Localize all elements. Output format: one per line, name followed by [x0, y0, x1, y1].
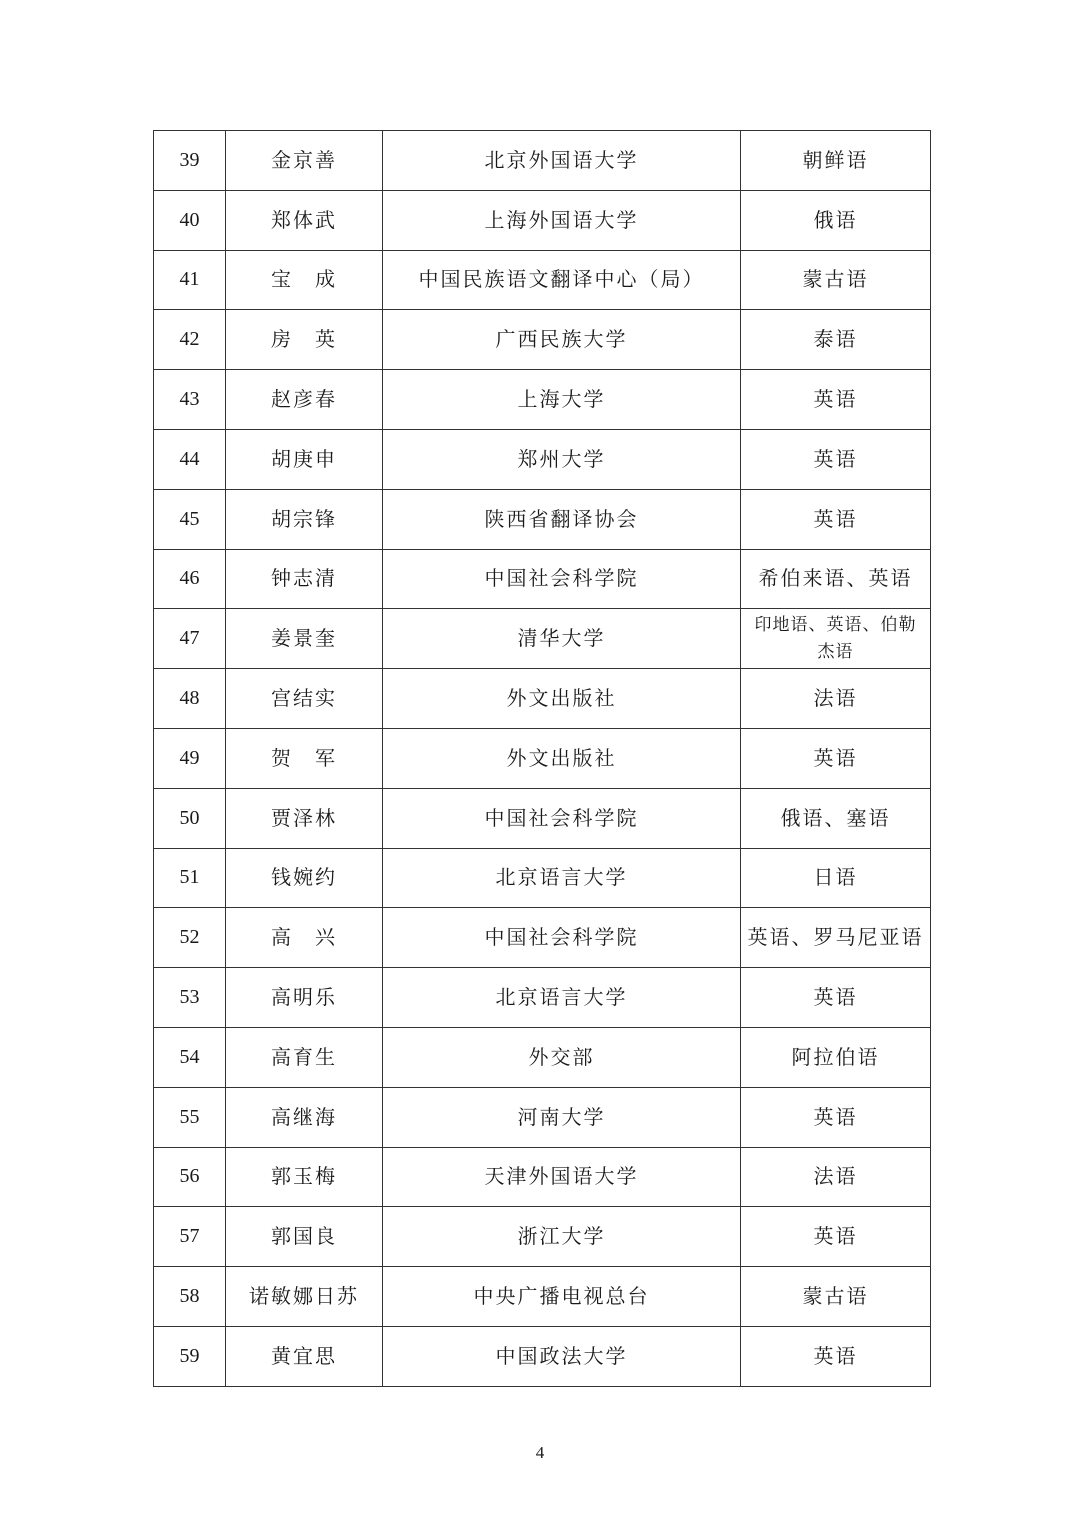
person-name: 高育生: [226, 1027, 383, 1087]
person-name: 金京善: [226, 131, 383, 191]
row-number: 42: [154, 310, 226, 370]
person-name: 钟志清: [226, 549, 383, 609]
row-number: 51: [154, 848, 226, 908]
row-number: 57: [154, 1207, 226, 1267]
row-number: 56: [154, 1147, 226, 1207]
languages: 英语: [741, 429, 931, 489]
row-number: 43: [154, 370, 226, 430]
roster-table-body: [154, 131, 931, 1387]
languages: 英语: [741, 728, 931, 788]
table-row: [154, 1147, 931, 1207]
row-number: 45: [154, 489, 226, 549]
row-number: 53: [154, 968, 226, 1028]
person-name: 宝 成: [226, 250, 383, 310]
organization: 中国社会科学院: [383, 788, 741, 848]
table-row: [154, 788, 931, 848]
row-number: 41: [154, 250, 226, 310]
table-row: [154, 1207, 931, 1267]
table-row: [154, 131, 931, 191]
table-row: [154, 1087, 931, 1147]
person-name: 郭玉梅: [226, 1147, 383, 1207]
table-row: [154, 310, 931, 370]
table-row: [154, 1027, 931, 1087]
row-number: 54: [154, 1027, 226, 1087]
row-number: 58: [154, 1267, 226, 1327]
person-name: 高明乐: [226, 968, 383, 1028]
person-name: 宫结实: [226, 669, 383, 729]
organization: 中国社会科学院: [383, 549, 741, 609]
languages: 法语: [741, 669, 931, 729]
table-row: [154, 968, 931, 1028]
row-number: 46: [154, 549, 226, 609]
row-number: 48: [154, 669, 226, 729]
row-number: 59: [154, 1326, 226, 1386]
languages: 英语: [741, 1207, 931, 1267]
languages: 印地语、英语、伯勒杰语: [741, 609, 931, 669]
organization: 外文出版社: [383, 728, 741, 788]
table-row: [154, 549, 931, 609]
organization: 中国政法大学: [383, 1326, 741, 1386]
person-name: 郭国良: [226, 1207, 383, 1267]
table-row: [154, 609, 931, 669]
row-number: 49: [154, 728, 226, 788]
languages: 英语: [741, 1087, 931, 1147]
organization: 清华大学: [383, 609, 741, 669]
translator-roster-table: [153, 130, 931, 1387]
languages: 英语: [741, 1326, 931, 1386]
table-row: [154, 250, 931, 310]
table-row: [154, 190, 931, 250]
table-row: [154, 489, 931, 549]
row-number: 40: [154, 190, 226, 250]
table-row: [154, 728, 931, 788]
languages: 蒙古语: [741, 1267, 931, 1327]
organization: 北京语言大学: [383, 968, 741, 1028]
person-name: 高 兴: [226, 908, 383, 968]
languages: 希伯来语、英语: [741, 549, 931, 609]
person-name: 高继海: [226, 1087, 383, 1147]
organization: 上海外国语大学: [383, 190, 741, 250]
person-name: 郑体武: [226, 190, 383, 250]
person-name: 诺敏娜日苏: [226, 1267, 383, 1327]
languages: 阿拉伯语: [741, 1027, 931, 1087]
organization: 北京外国语大学: [383, 131, 741, 191]
languages: 俄语: [741, 190, 931, 250]
row-number: 52: [154, 908, 226, 968]
row-number: 55: [154, 1087, 226, 1147]
person-name: 贺 军: [226, 728, 383, 788]
person-name: 黄宜思: [226, 1326, 383, 1386]
languages: 英语、罗马尼亚语: [741, 908, 931, 968]
row-number: 47: [154, 609, 226, 669]
table-row: [154, 1326, 931, 1386]
languages: 英语: [741, 968, 931, 1028]
person-name: 姜景奎: [226, 609, 383, 669]
organization: 河南大学: [383, 1087, 741, 1147]
languages: 朝鲜语: [741, 131, 931, 191]
languages: 泰语: [741, 310, 931, 370]
table-row: [154, 669, 931, 729]
organization: 外交部: [383, 1027, 741, 1087]
organization: 中央广播电视总台: [383, 1267, 741, 1327]
organization: 北京语言大学: [383, 848, 741, 908]
table-row: [154, 370, 931, 430]
table-row: [154, 848, 931, 908]
person-name: 赵彦春: [226, 370, 383, 430]
organization: 中国民族语文翻译中心（局）: [383, 250, 741, 310]
table-row: [154, 908, 931, 968]
organization: 外文出版社: [383, 669, 741, 729]
organization: 上海大学: [383, 370, 741, 430]
row-number: 44: [154, 429, 226, 489]
organization: 郑州大学: [383, 429, 741, 489]
organization: 广西民族大学: [383, 310, 741, 370]
person-name: 胡庚申: [226, 429, 383, 489]
languages: 法语: [741, 1147, 931, 1207]
person-name: 胡宗锋: [226, 489, 383, 549]
languages: 蒙古语: [741, 250, 931, 310]
page-number: 4: [535, 1443, 545, 1462]
languages: 英语: [741, 370, 931, 430]
organization: 浙江大学: [383, 1207, 741, 1267]
organization: 中国社会科学院: [383, 908, 741, 968]
row-number: 39: [154, 131, 226, 191]
organization: 天津外国语大学: [383, 1147, 741, 1207]
organization: 陕西省翻译协会: [383, 489, 741, 549]
languages: 日语: [741, 848, 931, 908]
person-name: 贾泽林: [226, 788, 383, 848]
table-row: [154, 1267, 931, 1327]
languages: 俄语、塞语: [741, 788, 931, 848]
table-row: [154, 429, 931, 489]
person-name: 房 英: [226, 310, 383, 370]
person-name: 钱婉约: [226, 848, 383, 908]
languages: 英语: [741, 489, 931, 549]
row-number: 50: [154, 788, 226, 848]
